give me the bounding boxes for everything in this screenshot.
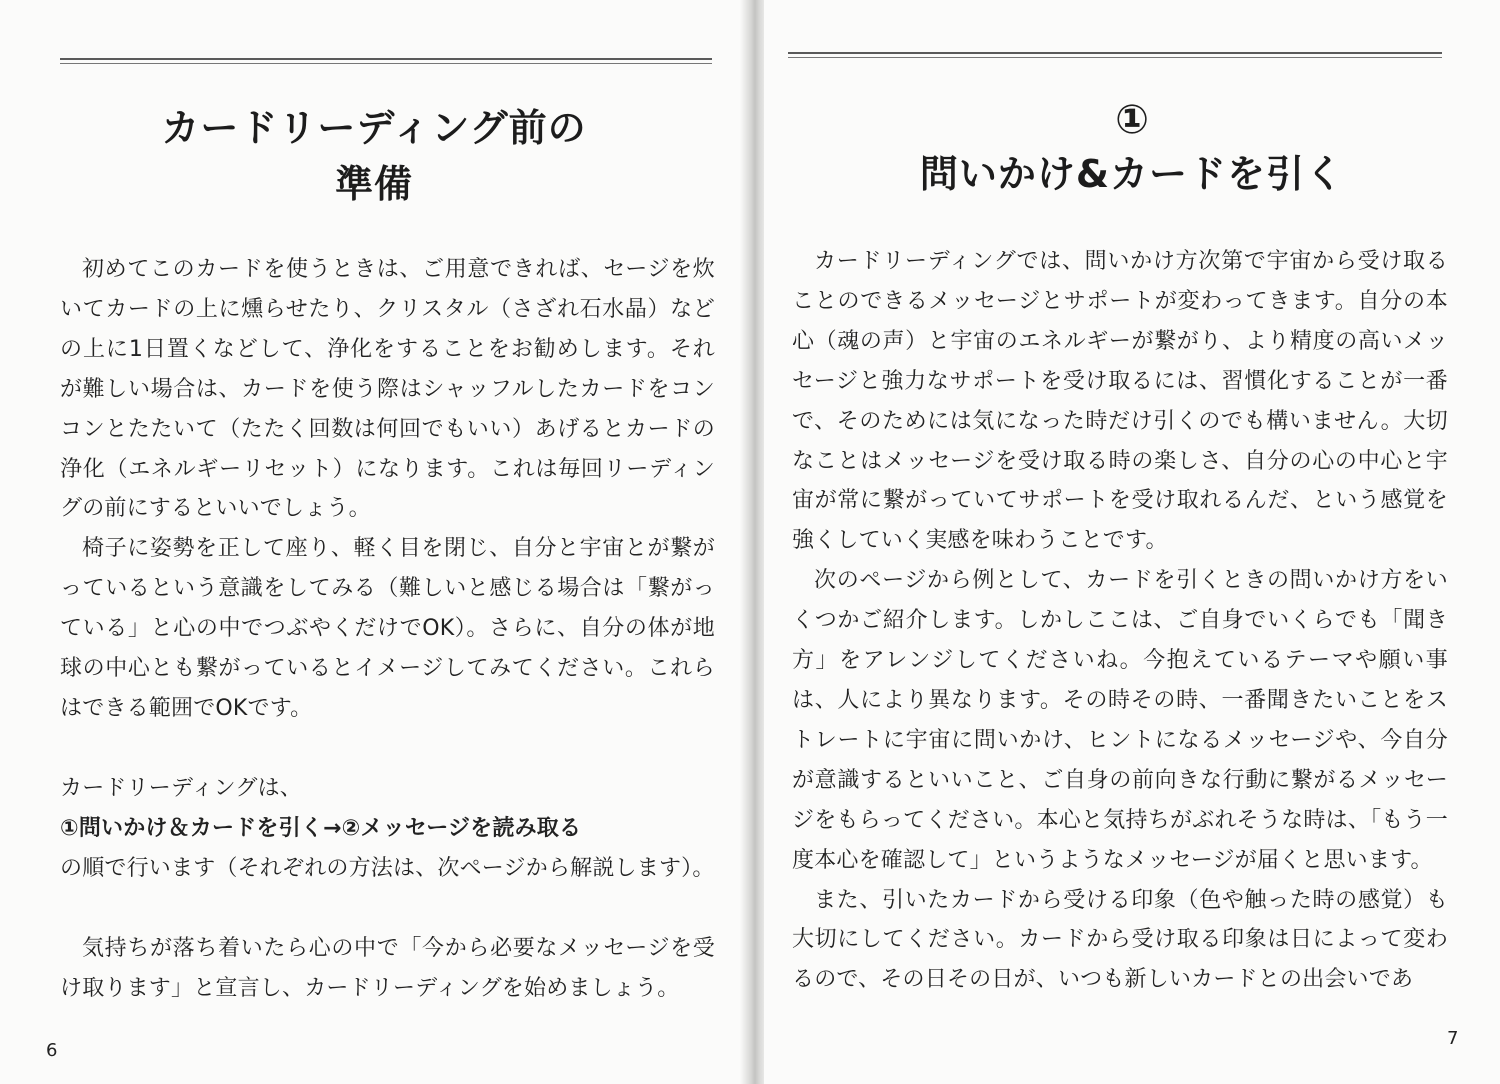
header-rule xyxy=(60,58,712,64)
paragraph: 気持ちが落ち着いたら心の中で「今から必要なメッセージを受け取ります」と宣言し、カードリーディングを始めましょう。 xyxy=(60,935,715,1001)
steps-line: ①問いかけ＆カードを引く→②メッセージを読み取る xyxy=(60,815,582,841)
title-line-1: カードリーディング前の xyxy=(161,106,587,150)
header-rule xyxy=(788,52,1442,58)
paragraph: 初めてこのカードを使うときは、ご用意できれば、セージを炊いてカードの上に燻らせたり、クリスタル（さざれ石水晶）などの上に1日置くなどして、浄化をすることをお勧めします。それが難しい場合は、カードを使う際はシャッフルしたカードをコンコンとたたいて（たたく回数は何回でもいい）あげるとカードの浄化（エネルギーリセット）になります。これは毎回リーディングの前にするといいでしょう。 xyxy=(60,257,715,522)
paragraph: 次のページから例として、カードを引くときの問いかけ方をいくつかご紹介します。しかしここは、ご自身でいくらでも「聞き方」をアレンジしてくださいね。今抱えているテーマや願い事は、人により異なります。その時その時、一番聞きたいことをストレートに宇宙に問いかけ、ヒントになるメッセージや、今自分が意識するといいこと、ご自身の前向きな行動に繋がるメッセージをもらってください。本心と気持ちがぶれそうな時は、「もう一度本心を確認して」というようなメッセージが届くと思います。 xyxy=(792,568,1448,873)
order-line: の順で行います（それぞれの方法は、次ページから解説します）。 xyxy=(60,855,715,881)
intro-line: カードリーディングは、 xyxy=(60,775,303,801)
paragraph: カードリーディングでは、問いかけ方次第で宇宙から受け取ることのできるメッセージとサポートが変わってきます。自分の本心（魂の声）と宇宙のエネルギーが繋がり、より精度の高いメッセージと強力なサポートを受け取るには、習慣化することが一番で、そのためには気になった時だけ引くのでも構いません。大切なことはメッセージを受け取る時の楽しさ、自分の心の中心と宇宙が常に繋がっていてサポートを受け取れるんだ、という感覚を強くしていく実感を味わうことです。 xyxy=(792,249,1448,554)
body-text xyxy=(60,250,715,1008)
page-title: 問いかけ&カードを引く xyxy=(919,152,1345,196)
left-page xyxy=(0,0,748,1084)
page-number: 6 xyxy=(46,1040,58,1061)
title-line-2: 準備 xyxy=(334,162,413,206)
paragraph: 椅子に姿勢を正して座り、軽く目を閉じ、自分と宇宙とが繋がっているという意識をしてみる（難しいと感じる場合は「繋がっている」と心の中でつぶやくだけでOK）。さらに、自分の体が地球の中心とも繋がっているとイメージしてみてください。これらはできる範囲でOKです。 xyxy=(60,536,715,721)
body-text xyxy=(792,242,1448,1000)
right-page xyxy=(764,0,1500,1084)
page-number: 7 xyxy=(1447,1028,1459,1049)
page-title xyxy=(0,100,748,212)
paragraph: また、引いたカードから受ける印象（色や触った時の感覚）も大切にしてください。カードから受け取る印象は日によって変わるので、その日その日が、いつも新しいカードとの出会いであ xyxy=(792,887,1448,993)
section-number: ① xyxy=(1115,97,1149,143)
